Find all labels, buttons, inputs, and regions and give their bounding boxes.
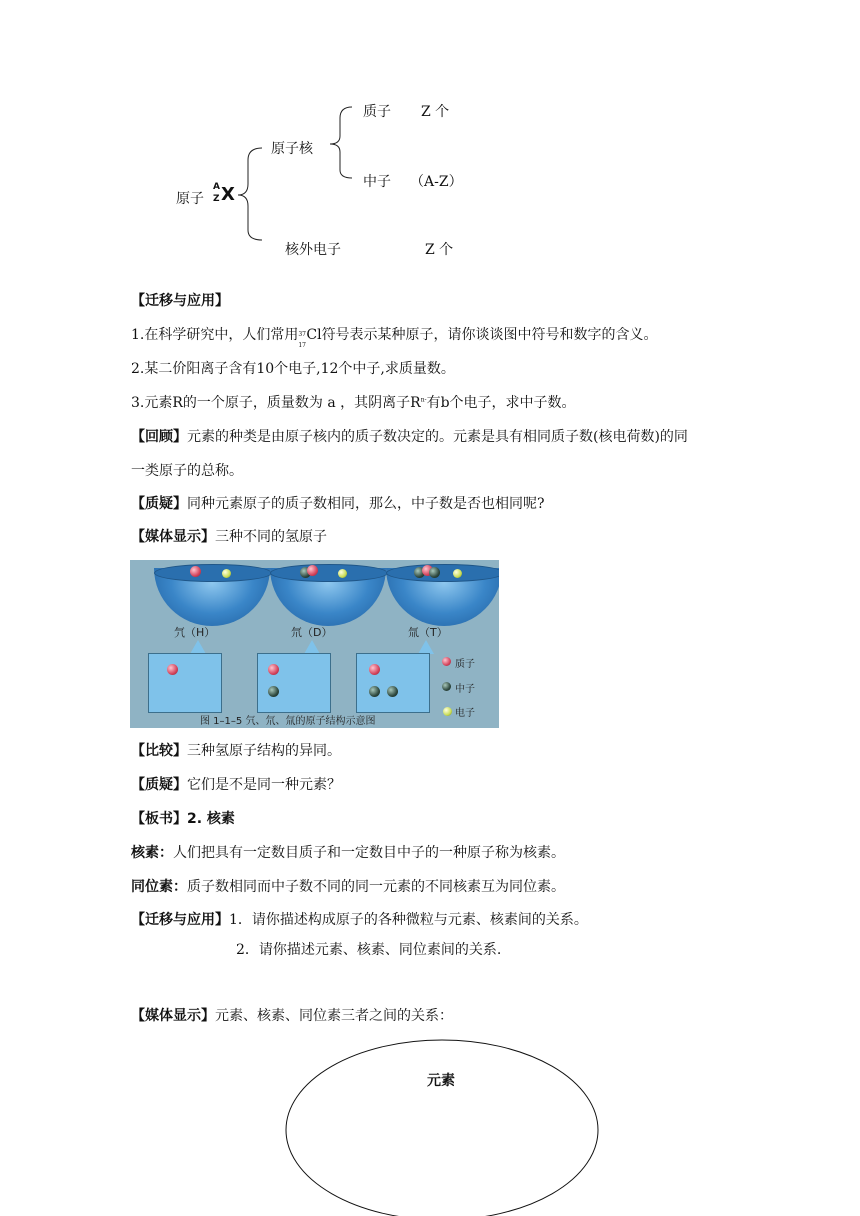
- hydrogen-isotopes-figure: [130, 560, 499, 728]
- media-1-text: 三种不同的氢原子: [215, 529, 327, 545]
- section1-heading: [131, 291, 229, 311]
- media-2-text: 元素、核素、同位素三者之间的关系：: [215, 1008, 453, 1024]
- review-heading: 【回顾】: [131, 429, 187, 445]
- neutron-ball: [369, 686, 380, 697]
- element-ellipse: [286, 1040, 598, 1216]
- board-heading: 【板书】2. 核素: [131, 811, 235, 827]
- proton-ball: [167, 664, 178, 675]
- question-2-text: 它们是不是同一种元素？: [187, 777, 341, 793]
- q1-symbol: Cl: [306, 327, 322, 343]
- electron-count: Z 个: [425, 242, 454, 258]
- element-label: 元素: [427, 1073, 455, 1089]
- question-2-heading: 【质疑】: [131, 777, 187, 793]
- question-1-text: 同种元素原子的质子数相同，那么，中子数是否也相同呢?: [187, 496, 545, 512]
- small-brace: [330, 107, 352, 178]
- atom-braces: [0, 0, 860, 280]
- nucleus-box-h: [148, 653, 222, 713]
- callout-tail-t: [418, 640, 434, 654]
- compare-text: 三种氢原子结构的异同。: [187, 743, 341, 759]
- figure-caption: 图 1–1–5 氕、氘、氚的原子结构示意图: [200, 716, 376, 727]
- q3-suffix: 有b个电子，求中子数。: [426, 395, 576, 411]
- section2-question-1: [131, 910, 588, 930]
- q1-prefix: 1.在科学研究中，人们常用: [131, 327, 299, 343]
- nucleus-label: 原子核: [271, 141, 313, 157]
- bowl-h-rim: [154, 564, 272, 582]
- proton-ball: [307, 565, 318, 576]
- q3-prefix: 3.元素R的一个原子，质量数为 a ，其阴离子R: [131, 395, 421, 411]
- legend-proton-label: 质子: [455, 659, 475, 670]
- q1-suffix: 符号表示某种原子，请你谈谈图中符号和数字的含义。: [321, 327, 658, 343]
- question-2: [131, 775, 341, 795]
- isotope-term: 同位素：: [131, 879, 187, 895]
- review-text-1: 元素的种类是由原子核内的质子数决定的。元素是具有相同质子数(核电荷数)的同: [187, 429, 688, 445]
- relationship-diagram: [0, 1030, 860, 1216]
- compare-heading: 【比较】: [131, 743, 187, 759]
- neutron-count: （A-Z）: [410, 174, 463, 190]
- bowl-d-rim: [270, 564, 388, 582]
- neutron-ball: [268, 686, 279, 697]
- legend-proton-icon: [442, 657, 451, 666]
- q1-atomic-number: 17: [298, 342, 306, 349]
- legend-neutron-icon: [442, 682, 451, 691]
- callout-tail-h: [190, 640, 206, 654]
- label-tritium: 氚（T）: [408, 626, 448, 639]
- neutron-ball: [387, 686, 398, 697]
- section1-question-3: [131, 393, 576, 413]
- big-brace: [238, 148, 262, 240]
- atom-mass-number: A: [213, 182, 220, 192]
- media-1-heading: 【媒体显示】: [131, 529, 215, 545]
- section2-heading: 【迁移与应用】: [131, 912, 229, 928]
- isotope-definition: [131, 877, 565, 897]
- review-line-1: [131, 427, 688, 447]
- media-2: [131, 1006, 453, 1026]
- section1-question-2: 2.某二价阳离子含有10个电子,12个中子,求质量数。: [131, 361, 455, 377]
- bowl-t-rim: [386, 564, 499, 582]
- proton-label: 质子: [363, 104, 391, 120]
- electron-ball: [453, 569, 462, 578]
- atom-number: Z: [213, 194, 220, 204]
- section1-heading-text: 【迁移与应用】: [131, 293, 229, 309]
- legend-electron-label: 电子: [455, 708, 475, 719]
- label-deuterium: 氘（D）: [291, 626, 333, 639]
- isotope-text: 质子数相同而中子数不同的同一元素的不同核素互为同位素。: [187, 879, 565, 895]
- electron-ball: [338, 569, 347, 578]
- section2-q1-text: 1．请你描述构成原子的各种微粒与元素、核素间的关系。: [229, 912, 588, 928]
- q3-charge: n-: [420, 396, 427, 404]
- compare: [131, 741, 341, 761]
- legend-neutron-label: 中子: [455, 684, 475, 695]
- atom-element-symbol: X: [221, 184, 235, 205]
- question-1-heading: 【质疑】: [131, 496, 187, 512]
- media-2-heading: 【媒体显示】: [131, 1008, 215, 1024]
- neutron-label: 中子: [363, 174, 391, 190]
- nucleus-box-d: [257, 653, 331, 713]
- proton-ball: [190, 566, 201, 577]
- question-1: [131, 494, 545, 514]
- nucleus-box-t: [356, 653, 430, 713]
- atom-label: 原子: [176, 191, 204, 207]
- label-protium: 氕（H）: [174, 626, 216, 639]
- proton-ball: [268, 664, 279, 675]
- neutron-ball: [429, 567, 440, 578]
- nuclide-term: 核素：: [131, 845, 173, 861]
- nuclide-text: 人们把具有一定数目质子和一定数目中子的一种原子称为核素。: [173, 845, 565, 861]
- electron-ball: [222, 569, 231, 578]
- q1-mass-number: 37: [298, 331, 306, 338]
- proton-ball: [369, 664, 380, 675]
- callout-tail-d: [304, 640, 320, 654]
- proton-count: Z 个: [421, 104, 450, 120]
- nuclide-definition: [131, 843, 565, 863]
- electron-label: 核外电子: [285, 242, 341, 258]
- review-line-2: 一类原子的总称。: [131, 463, 243, 479]
- media-1: [131, 527, 327, 547]
- legend-electron-icon: [443, 707, 452, 716]
- section2-question-2: 2．请你描述元素、核素、同位素间的关系.: [236, 942, 502, 958]
- section1-question-1: [131, 325, 658, 349]
